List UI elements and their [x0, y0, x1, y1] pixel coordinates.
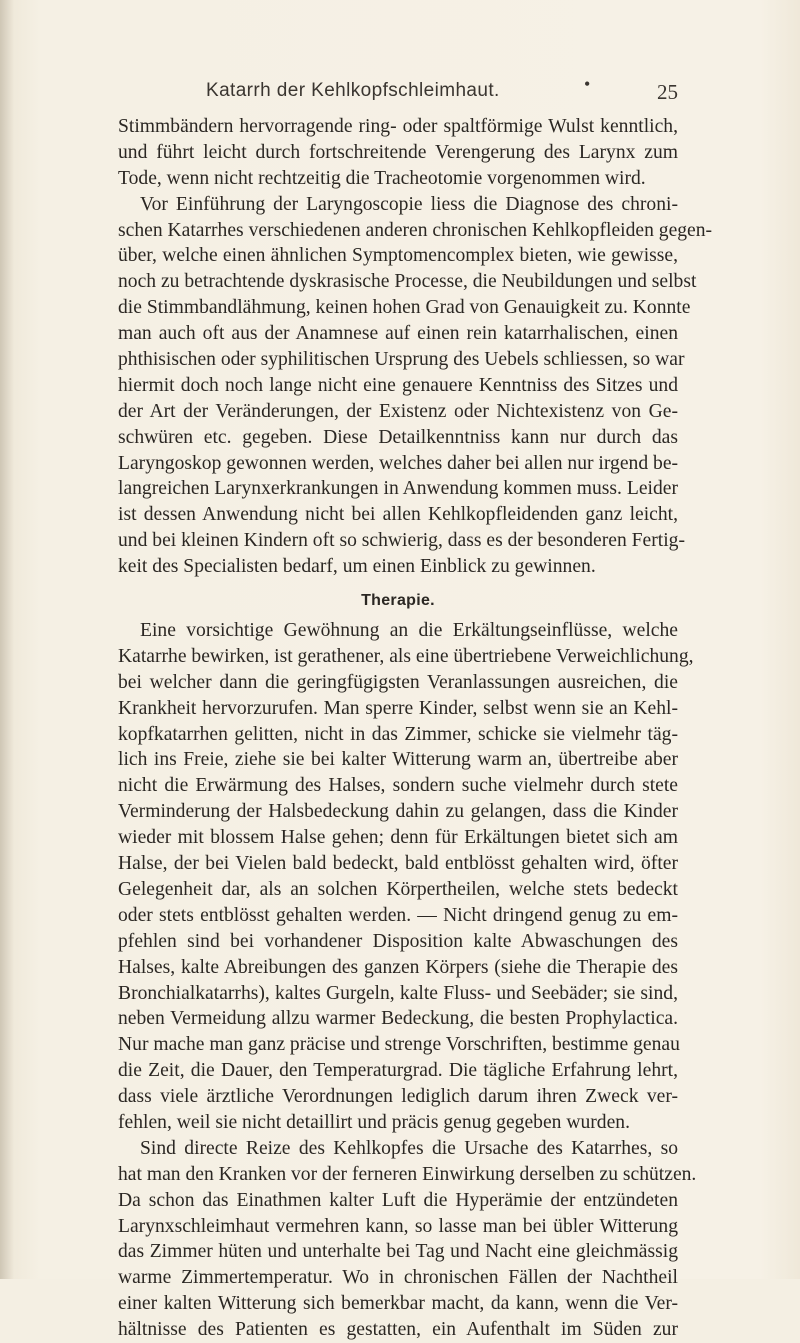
text-line: Laryngoskop gewonnen werden, welches daher bei allen nur irgend be-	[118, 452, 679, 474]
text-line: über, welche einen ähnlichen Symptomencomplex bieten, wie gewisse,	[118, 245, 678, 267]
text-line: die Stimmbandlähmung, keinen hohen Grad von Genauigkeit zu. Konnte	[118, 297, 691, 319]
text-line: keit des Specialisten bedarf, um einen Einblick zu gewinnen.	[118, 556, 596, 578]
text-line: Katarrhe bewirken, ist gerathener, als eine übertriebene Verweichlichung,	[118, 645, 694, 667]
text-line: Vor Einführung der Laryngoscopie liess die Diagnose des chroni-	[140, 193, 678, 215]
text-line: der Art der Veränderungen, der Existenz oder Nichtexistenz von Ge-	[118, 400, 678, 422]
text-line: oder stets entblösst gehalten werden. — Nicht dringend genug zu em-	[118, 904, 678, 926]
text-line: die Zeit, die Dauer, den Temperaturgrad. Die tägliche Erfahrung lehrt,	[118, 1060, 678, 1082]
text-line: Eine vorsichtige Gewöhnung an die Erkältungseinflüsse, welche	[140, 620, 678, 642]
text-line: pfehlen sind bei vorhandener Disposition kalte Abwaschungen des	[118, 930, 678, 952]
paragraph-1	[118, 114, 678, 192]
text-line: langreichen Larynxerkrankungen in Anwendung kommen muss. Leider	[118, 478, 678, 500]
text-line: bei welcher dann die geringfügigsten Veranlassungen ausreichen, die	[118, 671, 678, 693]
text-line: einer kalten Witterung sich bemerkbar macht, da kann, wenn die Ver-	[118, 1293, 678, 1315]
page-number: 25	[657, 80, 678, 104]
text-line: neben Vermeidung allzu warmer Bedeckung, die besten Prophylactica.	[118, 1008, 678, 1030]
paragraph-2	[118, 192, 713, 580]
section-heading: Therapie.	[361, 592, 435, 610]
text-line: Larynxschleimhaut vermehren kann, so lasse man bei übler Witterung	[118, 1215, 678, 1237]
text-line: lich ins Freie, ziehe sie bei kalter Witterung warm an, übertreibe aber	[118, 749, 678, 771]
text-line: Bronchialkatarrhs), kaltes Gurgeln, kalte Fluss- und Seebäder; sie sind,	[118, 982, 678, 1004]
text-line: noch zu betrachtende dyskrasische Processe, die Neubildungen und selbst	[118, 271, 697, 293]
text-line: hat man den Kranken vor der ferneren Einwirkung derselben zu schützen.	[118, 1163, 697, 1185]
paragraph-3	[118, 618, 694, 1136]
running-head: Katarrh der Kehlkopfschleimhaut.	[206, 80, 500, 101]
text-line: Stimmbändern hervorragende ring- oder spaltförmige Wulst kenntlich,	[118, 116, 678, 137]
text-line: Gelegenheit dar, als an solchen Körpertheilen, welche stets bedeckt	[118, 878, 678, 900]
paragraph-4	[118, 1136, 697, 1343]
text-line: schwüren etc. gegeben. Diese Detailkenntniss kann nur durch das	[118, 426, 678, 448]
text-line: Da schon das Einathmen kalter Luft die Hyperämie der entzündeten	[118, 1189, 678, 1211]
text-line: dass viele ärztliche Verordnungen lediglich darum ihren Zweck ver-	[118, 1086, 678, 1108]
text-line: Sind directe Reize des Kehlkopfes die Ursache des Katarrhes, so	[140, 1137, 678, 1159]
text-line: hältnisse des Patienten es gestatten, ein Aufenthalt im Süden zur	[118, 1319, 678, 1341]
text-line: hiermit doch noch lange nicht eine genauere Kenntniss des Sitzes und	[118, 374, 678, 396]
text-line: wieder mit blossem Halse gehen; denn für Erkältungen bietet sich am	[118, 827, 678, 849]
text-line: Nur mache man ganz präcise und strenge Vorschriften, bestimme genau	[118, 1034, 680, 1056]
text-line: schen Katarrhes verschiedenen anderen chronischen Kehlkopfleiden gegen-	[118, 219, 713, 241]
text-line: das Zimmer hüten und unterhalte bei Tag und Nacht eine gleichmässig	[118, 1241, 678, 1263]
body-text	[118, 114, 713, 1343]
text-line: fehlen, weil sie nicht detaillirt und präcis genug gegeben wurden.	[118, 1111, 630, 1133]
text-line: Verminderung der Halsbedeckung dahin zu gelangen, dass die Kinder	[118, 801, 678, 823]
text-line: nicht die Erwärmung des Halses, sondern suche vielmehr durch stete	[118, 775, 678, 797]
text-line: Halse, der bei Vielen bald bedeckt, bald entblösst gehalten wird, öfter	[118, 853, 678, 875]
text-line: ist dessen Anwendung nicht bei allen Kehlkopfleidenden ganz leicht,	[118, 504, 678, 526]
page-header	[118, 72, 678, 112]
text-line: und führt leicht durch fortschreitende Verengerung des Larynx zum	[118, 141, 678, 163]
text-line: Halses, kalte Abreibungen des ganzen Körpers (siehe die Therapie des	[118, 956, 678, 978]
text-line: kopfkatarrhen gelitten, nicht in das Zimmer, schicke sie vielmehr täg-	[118, 723, 678, 745]
text-line: Krankheit hervorzurufen. Man sperre Kinder, selbst wenn sie an Kehl-	[118, 697, 678, 719]
text-line: man auch oft aus der Anamnese auf einen rein katarrhalischen, einen	[118, 323, 678, 345]
text-line: phthisischen oder syphilitischen Ursprung des Uebels schliessen, so war	[118, 349, 685, 371]
text-line: warme Zimmertemperatur. Wo in chronischen Fällen der Nachtheil	[118, 1267, 678, 1289]
text-line: Tode, wenn nicht rechtzeitig die Tracheotomie vorgenommen wird.	[118, 167, 646, 189]
text-line: und bei kleinen Kindern oft so schwierig, dass es der besonderen Fertig-	[118, 530, 685, 552]
header-ornament: •	[584, 74, 591, 94]
page-gutter-shadow	[0, 0, 14, 1279]
